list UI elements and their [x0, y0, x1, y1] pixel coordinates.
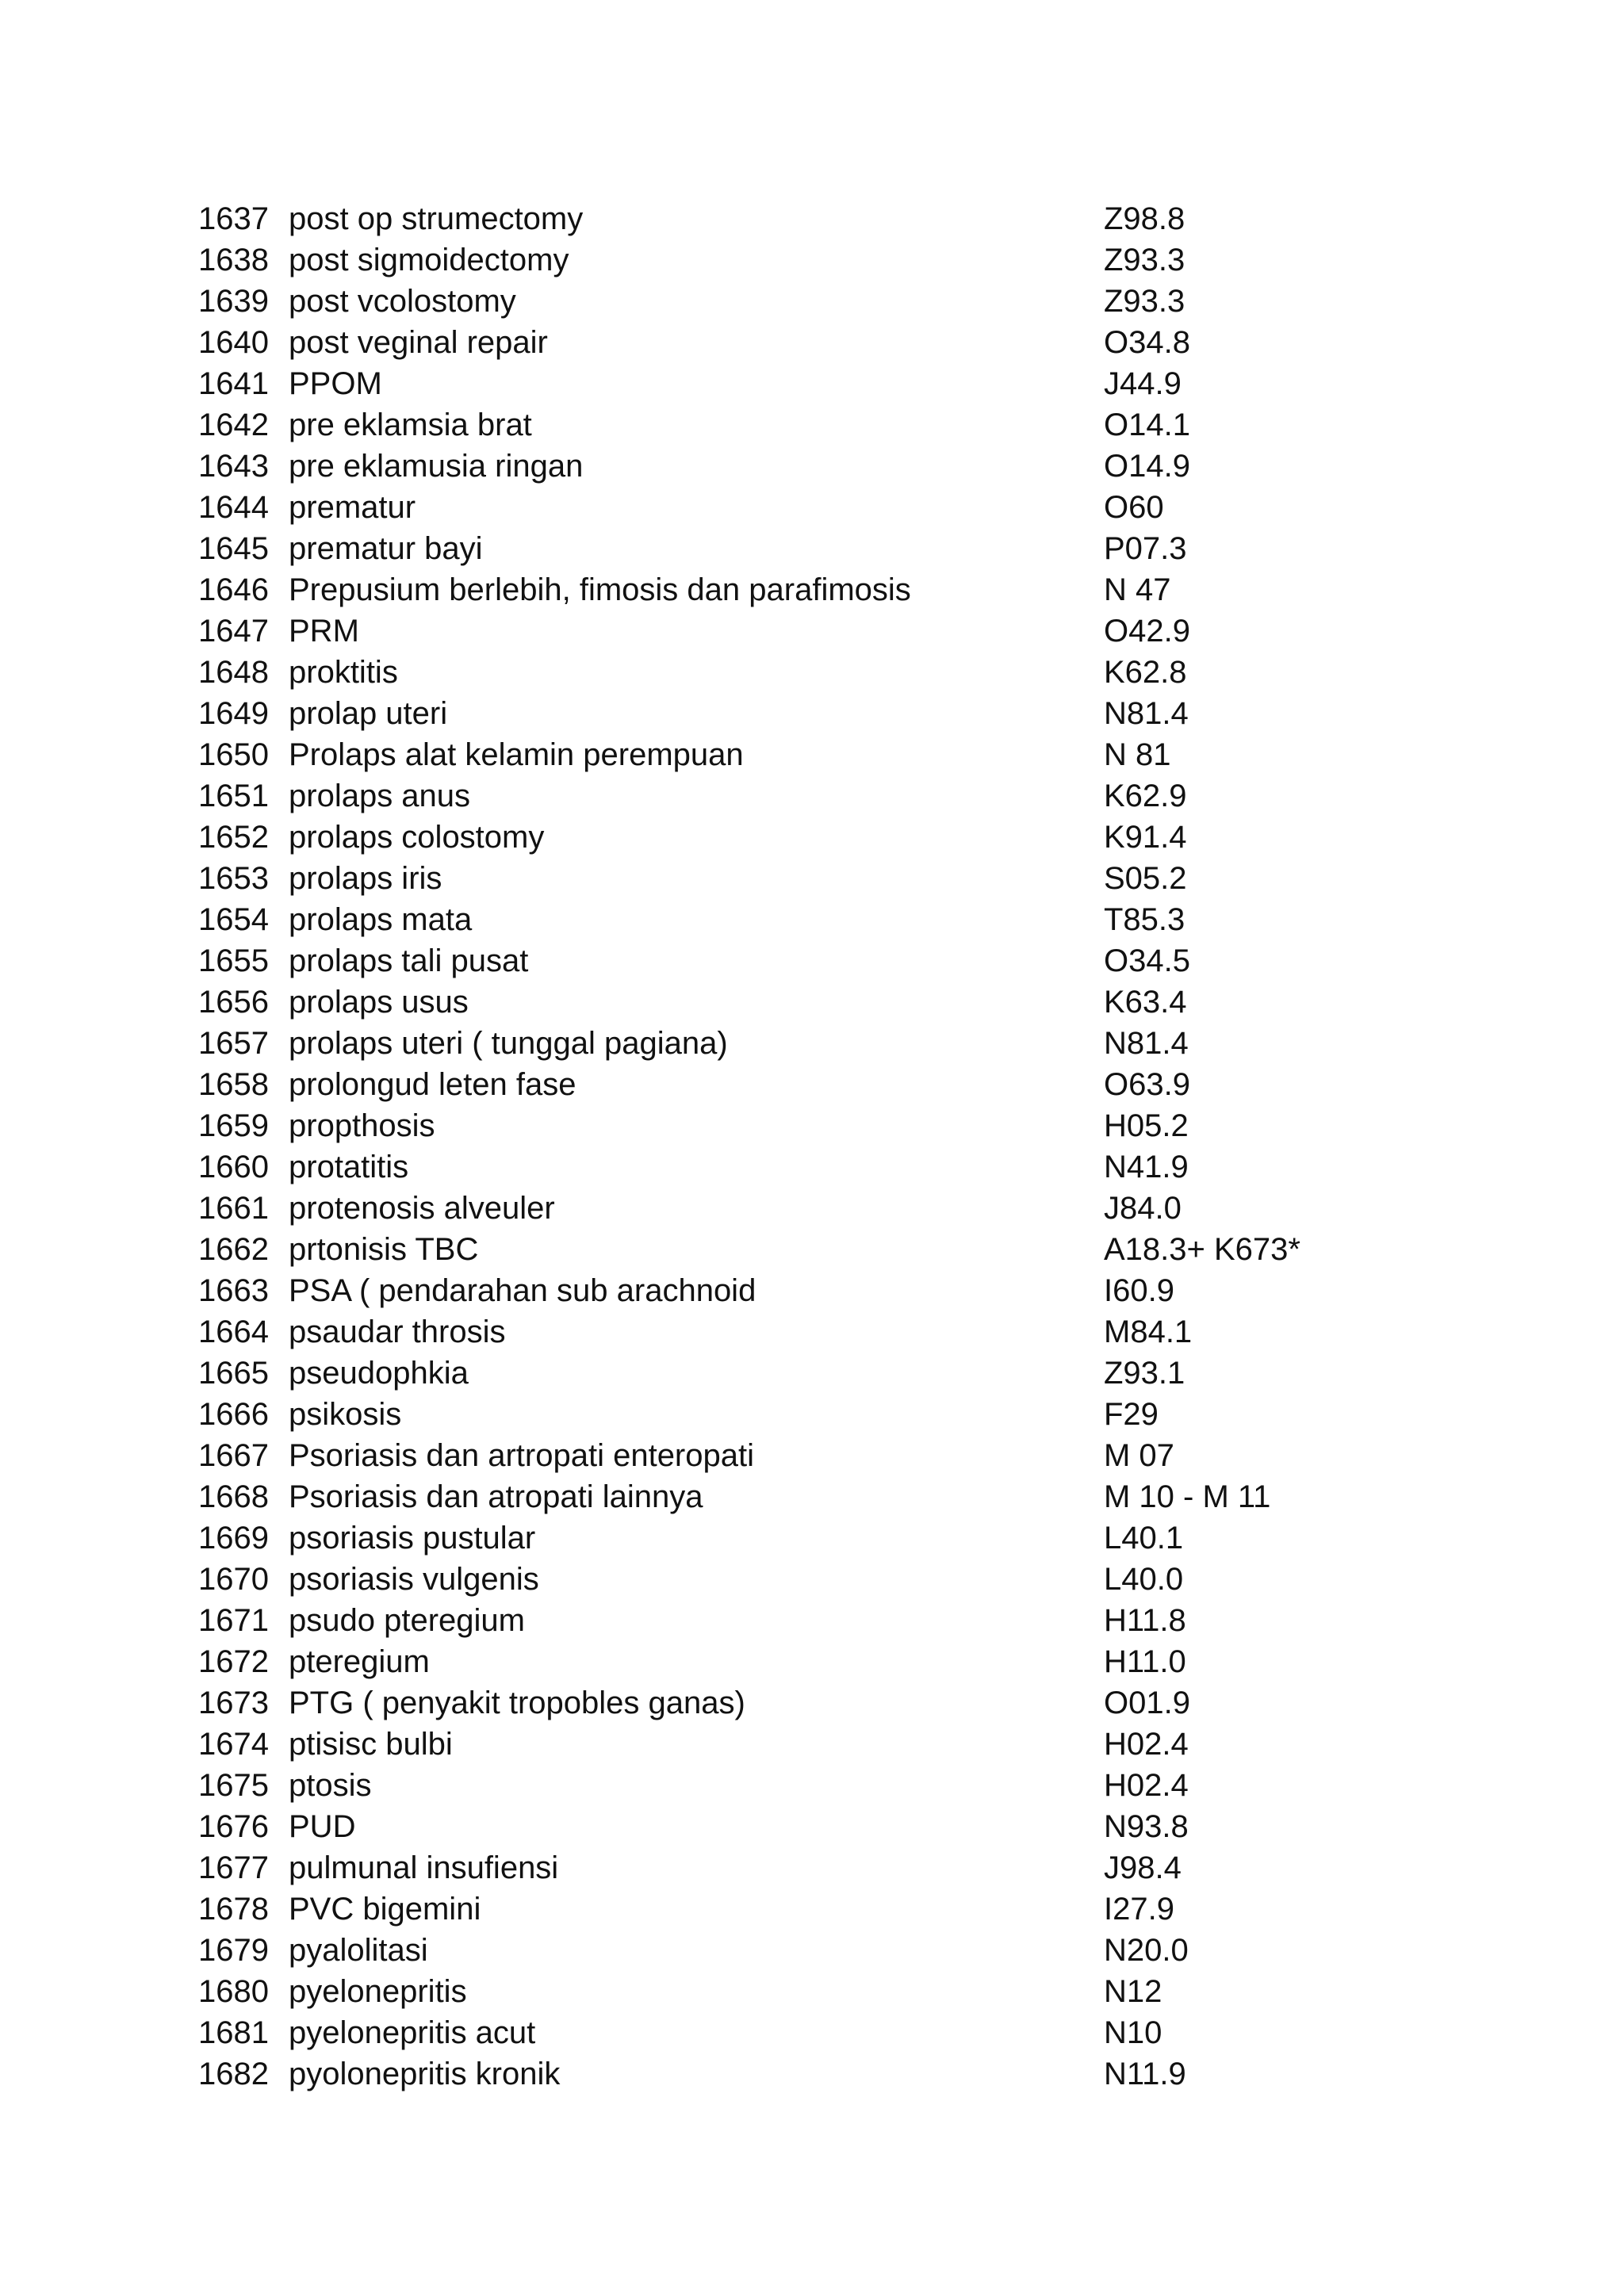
diagnosis-term: post veginal repair	[289, 325, 548, 360]
table-row	[198, 1270, 1435, 1311]
table-row	[198, 1435, 1435, 1476]
table-row	[198, 734, 1435, 775]
diagnosis-term: prematur	[289, 490, 416, 525]
icd-code: Z98.8	[1104, 201, 1185, 236]
diagnosis-term: Prepusium berlebih, fimosis dan parafimosis	[289, 572, 911, 607]
icd-code: N10	[1104, 2015, 1162, 2050]
row-number: 1676	[198, 1809, 269, 1844]
table-row	[198, 1600, 1435, 1641]
diagnosis-term: Psoriasis dan artropati enteropati	[289, 1438, 754, 1473]
row-number: 1650	[198, 737, 269, 772]
row-number: 1642	[198, 408, 269, 442]
table-row	[198, 1724, 1435, 1765]
diagnosis-term: PSA ( pendarahan sub arachnoid	[289, 1273, 756, 1308]
diagnosis-term: pteregium	[289, 1644, 430, 1679]
table-row	[198, 1353, 1435, 1394]
icd-code: N81.4	[1104, 696, 1189, 731]
diagnosis-term: pyelonepritis acut	[289, 2015, 536, 2050]
table-row	[198, 899, 1435, 940]
row-number: 1655	[198, 943, 269, 978]
row-number: 1681	[198, 2015, 269, 2050]
icd-code: Z93.1	[1104, 1356, 1185, 1391]
diagnosis-term: prolap uteri	[289, 696, 448, 731]
icd-code: O14.1	[1104, 408, 1190, 442]
diagnosis-term: pseudophkia	[289, 1356, 469, 1391]
diagnosis-term: proktitis	[289, 655, 398, 690]
icd-code: H02.4	[1104, 1727, 1189, 1762]
icd-code: K63.4	[1104, 985, 1187, 1020]
diagnosis-term: prematur bayi	[289, 531, 483, 566]
row-number: 1669	[198, 1521, 269, 1556]
row-number: 1663	[198, 1273, 269, 1308]
diagnosis-term: pre eklamusia ringan	[289, 449, 584, 484]
table-row	[198, 1930, 1435, 1971]
table-row	[198, 858, 1435, 899]
row-number: 1662	[198, 1232, 269, 1267]
diagnosis-term: psikosis	[289, 1397, 402, 1432]
row-number: 1656	[198, 985, 269, 1020]
icd-code: M 10 - M 11	[1104, 1479, 1271, 1514]
row-number: 1667	[198, 1438, 269, 1473]
table-row	[198, 1229, 1435, 1270]
row-number: 1647	[198, 614, 269, 649]
icd-code: I60.9	[1104, 1273, 1174, 1308]
table-row	[198, 2012, 1435, 2053]
diagnosis-term: psudo pteregium	[289, 1603, 525, 1638]
row-number: 1670	[198, 1562, 269, 1597]
row-number: 1668	[198, 1479, 269, 1514]
diagnosis-term: pyolonepritis kronik	[289, 2057, 561, 2091]
icd-code: O01.9	[1104, 1686, 1190, 1720]
row-number: 1649	[198, 696, 269, 731]
diagnosis-term: pyelonepritis	[289, 1974, 467, 2009]
diagnosis-term: psoriasis pustular	[289, 1521, 536, 1556]
table-row	[198, 1023, 1435, 1064]
row-number: 1678	[198, 1892, 269, 1927]
row-number: 1657	[198, 1026, 269, 1061]
table-row	[198, 1476, 1435, 1517]
table-row	[198, 528, 1435, 569]
table-row	[198, 322, 1435, 363]
icd-code: J84.0	[1104, 1191, 1182, 1226]
diagnosis-term: post op strumectomy	[289, 201, 584, 236]
row-number: 1660	[198, 1150, 269, 1184]
row-number: 1644	[198, 490, 269, 525]
icd-code: J44.9	[1104, 366, 1182, 401]
icd-code: L40.1	[1104, 1521, 1184, 1556]
row-number: 1674	[198, 1727, 269, 1762]
row-number: 1640	[198, 325, 269, 360]
table-row	[198, 198, 1435, 239]
table-row	[198, 1971, 1435, 2012]
diagnosis-term: PPOM	[289, 366, 382, 401]
diagnosis-term: protatitis	[289, 1150, 409, 1184]
icd-code: O42.9	[1104, 614, 1190, 649]
table-row	[198, 446, 1435, 487]
table-row	[198, 817, 1435, 858]
table-row	[198, 1682, 1435, 1724]
row-number: 1680	[198, 1974, 269, 2009]
row-number: 1679	[198, 1933, 269, 1968]
row-number: 1682	[198, 2057, 269, 2091]
icd-code: K62.9	[1104, 779, 1187, 813]
diagnosis-term: psaudar throsis	[289, 1314, 506, 1349]
diagnosis-term: PUD	[289, 1809, 356, 1844]
icd-code: O14.9	[1104, 449, 1190, 484]
row-number: 1653	[198, 861, 269, 896]
table-row	[198, 1517, 1435, 1559]
icd-code: A18.3+ K673*	[1104, 1232, 1300, 1267]
table-row	[198, 1064, 1435, 1105]
icd-code: L40.0	[1104, 1562, 1184, 1597]
row-number: 1646	[198, 572, 269, 607]
diagnosis-term: protenosis alveuler	[289, 1191, 555, 1226]
table-row	[198, 487, 1435, 528]
icd-code: Z93.3	[1104, 243, 1185, 277]
table-row	[198, 1146, 1435, 1188]
table-row	[198, 1105, 1435, 1146]
icd-code: M84.1	[1104, 1314, 1193, 1349]
row-number: 1666	[198, 1397, 269, 1432]
icd-code: O34.5	[1104, 943, 1190, 978]
diagnosis-term: prolaps iris	[289, 861, 442, 896]
diagnosis-term: prolaps anus	[289, 779, 471, 813]
icd-code: P07.3	[1104, 531, 1187, 566]
icd-code: K62.8	[1104, 655, 1187, 690]
row-number: 1665	[198, 1356, 269, 1391]
table-row	[198, 652, 1435, 693]
diagnosis-term: ptosis	[289, 1768, 372, 1803]
row-number: 1639	[198, 284, 269, 319]
table-row	[198, 1641, 1435, 1682]
diagnosis-term: post vcolostomy	[289, 284, 516, 319]
diagnosis-term: prolaps colostomy	[289, 820, 545, 855]
table-row	[198, 1188, 1435, 1229]
diagnosis-term: prolaps tali pusat	[289, 943, 529, 978]
table-row	[198, 982, 1435, 1023]
diagnosis-term: pulmunal insufiensi	[289, 1850, 559, 1885]
diagnosis-term: post sigmoidectomy	[289, 243, 569, 277]
table-row	[198, 1311, 1435, 1353]
row-number: 1652	[198, 820, 269, 855]
table-row	[198, 2053, 1435, 2095]
row-number: 1671	[198, 1603, 269, 1638]
diagnosis-term: prolongud leten fase	[289, 1067, 576, 1102]
row-number: 1648	[198, 655, 269, 690]
table-row	[198, 1847, 1435, 1888]
table-row	[198, 1394, 1435, 1435]
row-number: 1651	[198, 779, 269, 813]
diagnosis-term: Psoriasis dan atropati lainnya	[289, 1479, 703, 1514]
row-number: 1659	[198, 1108, 269, 1143]
icd-code: N12	[1104, 1974, 1162, 2009]
icd-code: N81.4	[1104, 1026, 1189, 1061]
diagnosis-term: ptisisc bulbi	[289, 1727, 453, 1762]
icd-code: F29	[1104, 1397, 1159, 1432]
table-row	[198, 610, 1435, 652]
icd-code: N20.0	[1104, 1933, 1189, 1968]
icd-code: N93.8	[1104, 1809, 1189, 1844]
row-number: 1638	[198, 243, 269, 277]
table-row	[198, 693, 1435, 734]
icd-code: N11.9	[1104, 2057, 1186, 2091]
diagnosis-term: pyalolitasi	[289, 1933, 428, 1968]
icd-code: O63.9	[1104, 1067, 1190, 1102]
diagnosis-term: Prolaps alat kelamin perempuan	[289, 737, 744, 772]
icd-code: O60	[1104, 490, 1164, 525]
diagnosis-term: PTG ( penyakit tropobles ganas)	[289, 1686, 745, 1720]
table-row	[198, 1559, 1435, 1600]
icd-code: H05.2	[1104, 1108, 1189, 1143]
table-row	[198, 1888, 1435, 1930]
icd-code: Z93.3	[1104, 284, 1185, 319]
icd-code: N 81	[1104, 737, 1171, 772]
icd-code: S05.2	[1104, 861, 1187, 896]
row-number: 1637	[198, 201, 269, 236]
icd-code: H02.4	[1104, 1768, 1189, 1803]
icd-code: H11.0	[1104, 1644, 1186, 1679]
table-row	[198, 1806, 1435, 1847]
icd-code: N41.9	[1104, 1150, 1189, 1184]
table-row	[198, 404, 1435, 446]
row-number: 1673	[198, 1686, 269, 1720]
icd-code: M 07	[1104, 1438, 1174, 1473]
table-row	[198, 363, 1435, 404]
diagnosis-term: PRM	[289, 614, 359, 649]
row-number: 1672	[198, 1644, 269, 1679]
icd-code: T85.3	[1104, 902, 1185, 937]
icd-code: H11.8	[1104, 1603, 1186, 1638]
table-row	[198, 775, 1435, 817]
icd-code: K91.4	[1104, 820, 1187, 855]
table-row	[198, 1765, 1435, 1806]
diagnosis-term: prolaps usus	[289, 985, 469, 1020]
diagnosis-term: prolaps mata	[289, 902, 473, 937]
diagnosis-term: psoriasis vulgenis	[289, 1562, 539, 1597]
row-number: 1645	[198, 531, 269, 566]
diagnosis-term: prolaps uteri ( tunggal pagiana)	[289, 1026, 728, 1061]
diagnosis-code-list	[198, 198, 1435, 2095]
diagnosis-term: prtonisis TBC	[289, 1232, 479, 1267]
row-number: 1661	[198, 1191, 269, 1226]
row-number: 1654	[198, 902, 269, 937]
table-row	[198, 239, 1435, 281]
row-number: 1677	[198, 1850, 269, 1885]
table-row	[198, 569, 1435, 610]
row-number: 1643	[198, 449, 269, 484]
icd-code: J98.4	[1104, 1850, 1182, 1885]
row-number: 1664	[198, 1314, 269, 1349]
icd-code: N 47	[1104, 572, 1171, 607]
row-number: 1641	[198, 366, 269, 401]
diagnosis-term: propthosis	[289, 1108, 435, 1143]
icd-code: O34.8	[1104, 325, 1190, 360]
table-row	[198, 281, 1435, 322]
diagnosis-term: PVC bigemini	[289, 1892, 481, 1927]
table-row	[198, 940, 1435, 982]
icd-code: I27.9	[1104, 1892, 1174, 1927]
row-number: 1675	[198, 1768, 269, 1803]
row-number: 1658	[198, 1067, 269, 1102]
diagnosis-term: pre eklamsia brat	[289, 408, 532, 442]
